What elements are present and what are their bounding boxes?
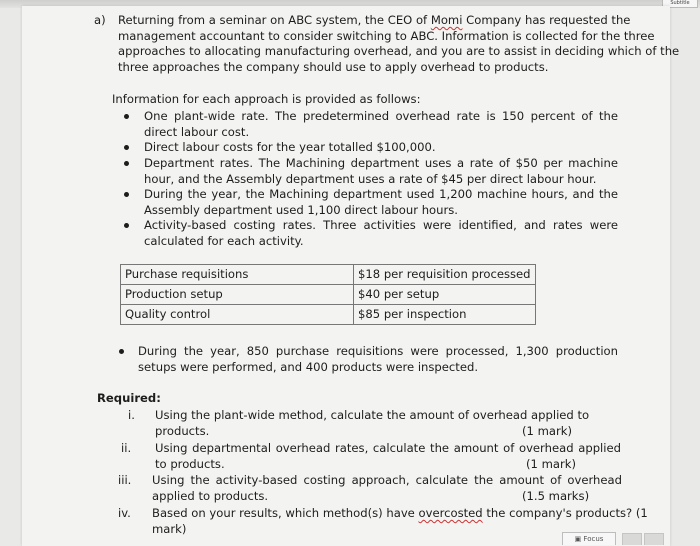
info-heading: Information for each approach is provided as follows:	[112, 92, 421, 106]
focus-button[interactable]	[562, 532, 616, 545]
rate-cell: $40 per setup	[354, 285, 536, 305]
question-label: a)	[94, 13, 106, 27]
intro-line-1-end: Company has requested the	[466, 13, 631, 27]
overcosted-word: overcosted	[418, 506, 483, 520]
subtitle-button[interactable]: Subtitle	[662, 0, 698, 8]
required-num-ii: ii.	[121, 441, 132, 455]
intro-line-4: three approaches the company should use to apply overhead to products.	[118, 59, 549, 74]
required-item-iv-end: the company's products? (1	[486, 506, 648, 520]
required-marks-iii: (1.5 marks)	[522, 488, 590, 503]
activity-cell: Production setup	[121, 285, 354, 305]
bullet-dot	[124, 145, 129, 150]
required-num-iii: iii.	[118, 473, 132, 487]
bullet-dot	[124, 161, 129, 166]
bullet-dot	[124, 192, 129, 197]
activity-cell: Quality control	[121, 305, 354, 325]
required-heading: Required:	[97, 391, 161, 405]
activity-volume-bullet: During the year, 850 purchase requisitions were processed, 1,300 production setups were performed, and 400 products were inspected.	[138, 344, 618, 374]
required-item-ii: Using departmental overhead rates, calculate the amount of overhead applied to products.	[155, 441, 621, 471]
required-item-i: Using the plant-wide method, calculate the amount of overhead applied to products.	[155, 408, 590, 438]
intro-line-2: management accountant to consider switching to ABC. Information is collected for the three	[118, 28, 655, 43]
focus-label: Focus	[583, 535, 604, 543]
required-num-i: i.	[128, 408, 135, 422]
info-bullet-1: One plant-wide rate. The predetermined overhead rate is 150 percent of the direct labour cost.	[144, 109, 618, 139]
print-view-button[interactable]	[644, 533, 664, 545]
info-bullet-4: During the year, the Machining department used 1,200 machine hours, and the Assembly department used 1,100 direct labour hours.	[144, 187, 618, 217]
required-num-iv: iv.	[118, 506, 131, 520]
intro-line-1	[118, 13, 630, 29]
info-bullet-2: Direct labour costs for the year totalled $100,000.	[144, 140, 436, 154]
focus-icon: ▣	[574, 535, 582, 543]
table-row	[121, 305, 536, 325]
bullet-dot	[124, 223, 129, 228]
bullet-dot	[124, 114, 129, 119]
table-row	[121, 265, 536, 285]
rate-cell: $18 per requisition processed	[354, 265, 536, 285]
intro-line-3: approaches to allocating manufacturing overhead, and you are to assist in deciding which of the	[118, 44, 680, 58]
company-name: Momi	[430, 13, 463, 27]
activity-cell: Purchase requisitions	[121, 265, 354, 285]
required-marks-ii: (1 mark)	[526, 456, 576, 471]
required-item-iii: Using the activity-based costing approach, calculate the amount of overhead applied to products.	[152, 473, 622, 503]
info-bullet-3: Department rates. The Machining department uses a rate of $50 per machine hour, and the Assembly department uses a rate of $45 per direct labour hour.	[144, 156, 618, 186]
layout-view-button[interactable]	[622, 533, 642, 545]
bullet-dot	[119, 349, 124, 354]
rate-cell: $85 per inspection	[354, 305, 536, 325]
activity-rates-table	[120, 264, 536, 325]
required-marks-i: (1 mark)	[522, 424, 572, 438]
required-item-iv-line2: mark)	[152, 521, 187, 536]
info-bullet-5: Activity-based costing rates. Three activities were identified, and rates were calculated for each activity.	[144, 218, 618, 248]
required-item-iv-start: Based on your results, which method(s) have	[152, 506, 415, 520]
intro-line-1-start: Returning from a seminar on ABC system, the CEO of	[118, 13, 428, 27]
table-row	[121, 285, 536, 305]
required-item-iv	[152, 506, 648, 522]
